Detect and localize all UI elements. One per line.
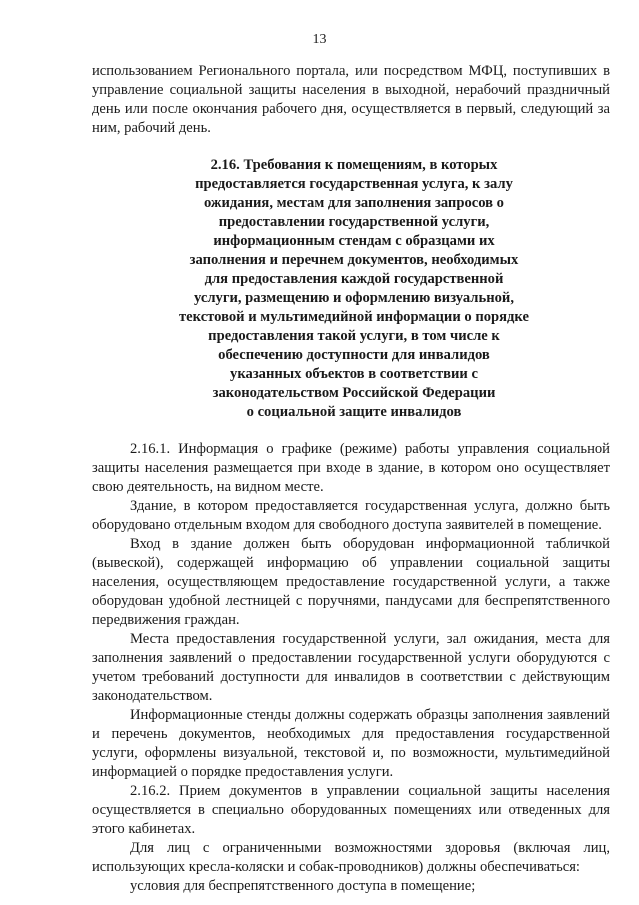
paragraph-2-16-2: 2.16.2. Прием документов в управлении социальной защиты населения осуществляется в специально оборудованных помещениях или отведенных для этого кабинетах. xyxy=(92,783,610,837)
paragraph-access-conditions: условия для беспрепятственного доступа в помещение; xyxy=(130,878,476,894)
heading-line: для предоставления каждой государственной xyxy=(204,271,504,287)
heading-line: предоставлении государственной услуги, xyxy=(218,214,490,230)
heading-line: текстовой и мультимедийной информации о порядке xyxy=(179,309,529,325)
paragraph-building-entrance: Здание, в котором предоставляется государственная услуга, должно быть оборудовано отдельным входом для свободного доступа заявителей в помещение. xyxy=(92,498,610,533)
heading-line: указанных объектов в соответствии с xyxy=(230,366,478,382)
paragraph-info-stands: Информационные стенды должны содержать образцы заполнения заявлений и перечень документов, необходимых для предоставления государственной услуги, оформлены визуальной, текстовой и, по возможности, мультимедийной информацией о порядке предоставления услуги. xyxy=(92,707,610,780)
intro-paragraph: использованием Регионального портала, или посредством МФЦ, поступивших в управление социальной защиты населения в выходной, нерабочий праздничный день или после окончания рабочего дня, осуществляется в первый, следующий за ним, рабочий день. xyxy=(92,63,610,136)
paragraph-2-16-1: 2.16.1. Информация о графике (режиме) работы управления социальной защиты населения размещается при входе в здание, в котором оно осуществляет свою деятельность, на видном месте. xyxy=(92,441,610,495)
paragraph-service-places: Места предоставления государственной услуги, зал ожидания, места для заполнения заявлений о предоставлении государственной услуги оборудуются с учетом требований доступности для инвалидов в соответствии с действующим законодательством. xyxy=(92,631,610,704)
paragraph-entrance-sign: Вход в здание должен быть оборудован информационной табличкой (вывеской), содержащей информацию об управлении социальной защиты населения, осуществляющем предоставление государственной услуги, а также оборудован удобной лестницей с поручнями, пандусами для беспрепятственного передвижения граждан. xyxy=(92,536,610,628)
heading-line: услуги, размещению и оформлению визуальной, xyxy=(194,290,514,306)
heading-line: ожидания, местам для заполнения запросов о xyxy=(204,195,504,211)
heading-line: предоставления такой услуги, в том числе к xyxy=(208,328,500,344)
heading-line: предоставляется государственная услуга, к залу xyxy=(195,176,513,192)
heading-line: заполнения и перечнем документов, необходимых xyxy=(189,252,519,268)
page-number: 13 xyxy=(312,32,327,47)
paragraph-disabled-access: Для лиц с ограниченными возможностями здоровья (включая лиц, использующих кресла-коляски и собак-проводников) должны обеспечиваться: xyxy=(92,840,610,875)
heading-line: 2.16. Требования к помещениям, в которых xyxy=(210,157,498,173)
heading-line: обеспечению доступности для инвалидов xyxy=(218,347,490,363)
heading-line: законодательством Российской Федерации xyxy=(212,385,496,401)
heading-line: информационным стендам с образцами их xyxy=(213,233,495,249)
heading-line: о социальной защите инвалидов xyxy=(246,404,462,420)
document-body xyxy=(92,62,610,896)
section-heading xyxy=(92,156,610,422)
